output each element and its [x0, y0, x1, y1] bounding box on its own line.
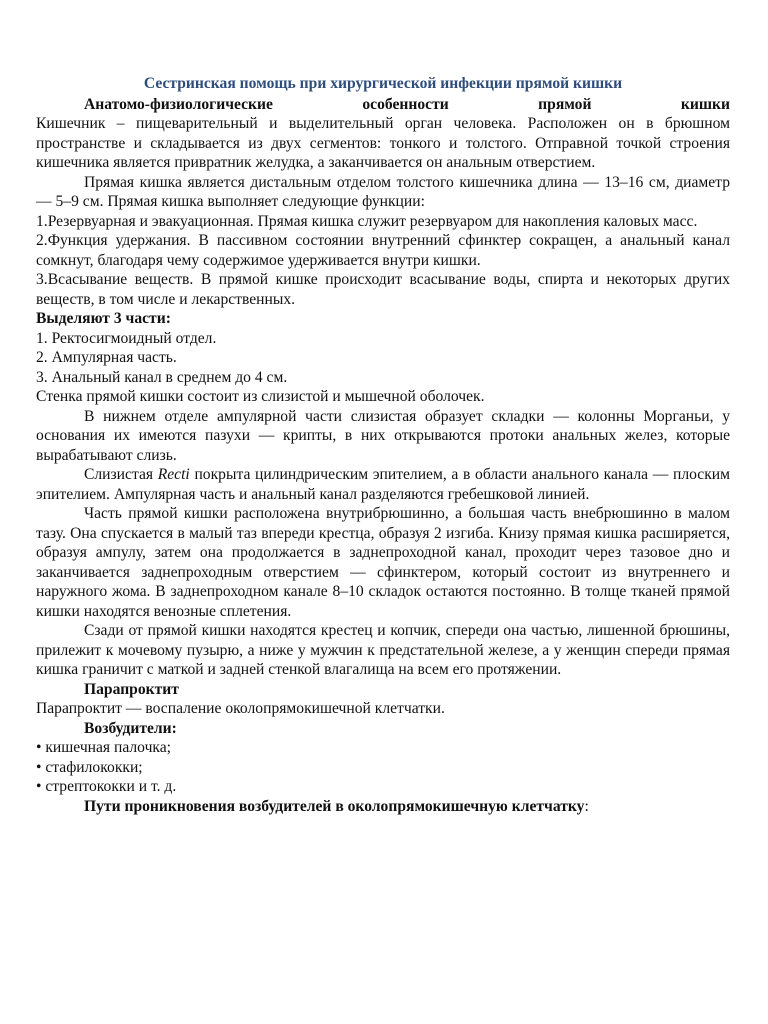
paragraph-wall: Стенка прямой кишки состоит из слизистой и мышечной оболочек.	[36, 388, 485, 405]
section-heading-infection-routes	[36, 797, 730, 817]
paragraph-intestine: Кишечник – пищеварительный и выделительный орган человека. Расположен он в брюшном пространстве и складывается из двух сегментов: тонкого и толстого. Отправной точкой строения кишечника является привратник желудка, а заканчивается он анальным отверстием.	[36, 115, 730, 171]
paragraph-paraproctitis-definition: Парапроктит — воспаление околопрямокишечной клетчатки.	[36, 700, 445, 717]
text-segment: покрыта цилиндрическим эпителием, а в области анального канала — плоским эпителием. Ампулярная часть и анальный канал разделяются гребешковой линией.	[36, 466, 731, 503]
part-item-1: 1. Ректосигмоидный отдел.	[36, 329, 217, 347]
latin-term: Recti	[157, 466, 190, 483]
heading-text: Пути проникновения возбудителей в околопрямокишечную клетчатку	[84, 797, 585, 815]
paragraph-mucosa-folds: В нижнем отделе ампулярной части слизистая образует складки — колонны Морганьи, у основания их имеются пазухи — крипты, в них открываются протоки анальных желез, которые вырабатывают слизь.	[36, 407, 730, 464]
section-heading-pathogens: Возбудители:	[84, 719, 177, 737]
function-item-2: 2.Функция удержания. В пассивном состоянии внутренний сфинктер сокращен, а анальный канал сомкнут, благодаря чему содержимое удерживается внутри кишки.	[36, 232, 730, 269]
document-page	[36, 74, 730, 816]
paragraph-location: Часть прямой кишки расположена внутрибрюшинно, а большая часть внебрюшинно в малом тазу. Она спускается в малый таз впереди крестца, образуя 2 изгиба. Книзу прямая кишка расширяется, образуя ампулу, затем она продолжается в заднепроходной канал, проходит через тазовое дно и заканчивается заднепроходным отверстием — сфинктером, который состоит из внутреннего и наружного жома. В заднепроходном канале 8–10 складок остаются постоянно. В толще тканей прямой кишки находятся венозные сплетения.	[36, 505, 730, 620]
function-item-3: 3.Всасывание веществ. В прямой кишке происходит всасывание воды, спирта и некоторых других веществ, в том числе и лекарственных.	[36, 271, 730, 308]
pathogen-item-2: • стафилококки;	[36, 758, 143, 776]
part-item-2: 2. Ампулярная часть.	[36, 349, 177, 366]
pathogen-item-3: • стрептококки и т. д.	[36, 778, 177, 795]
heading-colon: :	[584, 797, 589, 815]
parts-heading: Выделяют 3 части:	[36, 310, 171, 327]
document-title: Сестринская помощь при хирургической инфекции прямой кишки	[143, 75, 623, 92]
part-item-3: 3. Анальный канал в среднем до 4 см.	[36, 368, 288, 386]
paragraph-topography: Сзади от прямой кишки находятся крестец и копчик, спереди она частью, лишенной брюшины, прилежит к мочевому пузырю, а ниже у мужчин к предстательной железе, а у женщин спереди прямая кишка граничит с маткой и задней стенкой влагалища на всем его протяжении.	[36, 622, 730, 678]
paragraph-rectum: Прямая кишка является дистальным отделом толстого кишечника длина — 13–16 см, диаметр — 5–9 см. Прямая кишка выполняет следующие функции:	[36, 173, 730, 210]
section-heading-anatomy: Анатомо-физиологические особенности прямой кишки	[84, 95, 730, 113]
section-heading-paraproctitis: Парапроктит	[84, 680, 179, 698]
text-segment: Слизистая	[84, 466, 158, 483]
paragraph-epithelium	[36, 465, 730, 504]
pathogen-item-1: • кишечная палочка;	[36, 739, 172, 756]
function-item-1: 1.Резервуарная и эвакуационная. Прямая кишка служит резервуаром для накопления каловых масс.	[36, 212, 698, 230]
